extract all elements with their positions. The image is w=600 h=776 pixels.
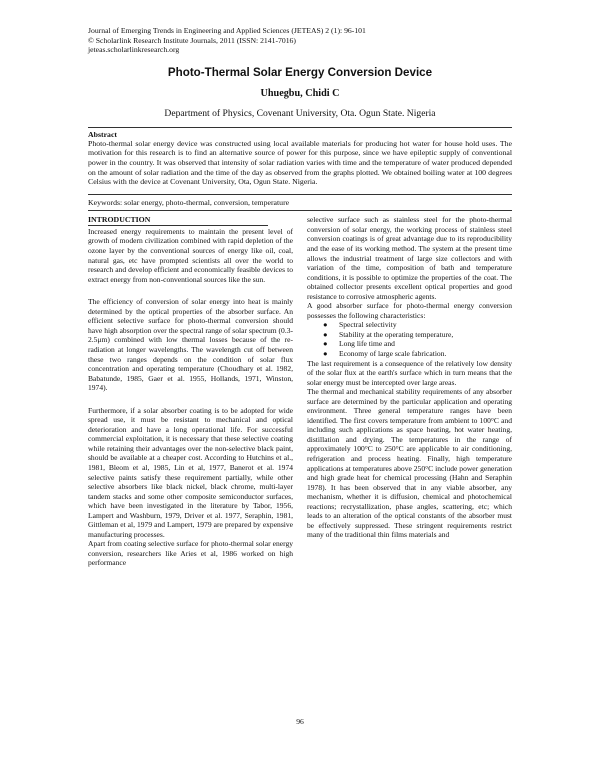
- abstract-heading: Abstract: [88, 129, 118, 139]
- body-columns: [88, 215, 512, 568]
- paper-affiliation: Department of Physics, Covenant University, Ota. Ogun State. Nigeria: [164, 107, 436, 119]
- left-column: [88, 215, 293, 568]
- abstract-bottom-rule: [88, 194, 512, 195]
- bullet-icon: ●: [323, 339, 328, 349]
- list-item: ● Stability at the operating temperature,: [323, 329, 454, 339]
- left-paragraph-4: Apart from coating selective surface for photo-thermal solar energy conversion, researchers like Aries et al, 1986 worked on high performance: [88, 539, 293, 568]
- introduction-rule: [88, 225, 268, 226]
- bullet-icon: ●: [323, 320, 328, 330]
- characteristics-list: [307, 320, 512, 358]
- right-column: [307, 215, 512, 568]
- left-paragraph-2: The efficiency of conversion of solar energy into heat is mainly determined by the optical properties of the absorber surface. An efficient selective surface for photo-thermal conversion should have high absorption over the spectral range of solar spectrum (0.3-2.5μm) combined with low thermal losses because of the re-radiation at longer wavelengths. The wavelength cut off between these two ranges depends on the condition of solar flux concentration and operating temperature (Choudhary et al. 1982, Babatunde, 1985, Gaer et al. 1955, Hollands, 1971, Winston, 1974).: [88, 297, 293, 393]
- list-item: ● Spectral selectivity: [323, 320, 397, 330]
- right-paragraph-1: selective surface such as stainless steel for the photo-thermal conversion of solar energy, the working process of stainless steel conversion coatings is of great advantage due to its reproducibility and the ease of its working method. The system at the present time allows the industrial treatment of large size collectors and with variation of the time, composition of bath and temperature conditions, it is possible to optimize the properties of the coat. The obtained collector presents excellent optical properties and good resistance to corrosive atmospheric agents.: [307, 215, 512, 301]
- right-paragraph-2: A good absorber surface for photo-thermal energy conversion possesses the following characteristics:: [307, 301, 512, 320]
- introduction-heading: INTRODUCTION: [88, 215, 151, 225]
- page-number: 96: [296, 717, 304, 726]
- list-item: ● Economy of large scale fabrication.: [323, 349, 447, 358]
- bullet-icon: ●: [323, 329, 328, 339]
- left-paragraph-3: Furthermore, if a solar absorber coating is to be adopted for wide spread use, it must be resistant to mechanical and optical deterioration and have a long operational life. For successful commercial exploitation, it is necessary that these selective coating while retaining their advantages over the non-selective black paint, should be available at a cheaper cost. According to Hutchins et al., 1981, Bleom et al, 1985, Lin et al, 1977, Banerot et al. 1974 selective paints satisfy these requirement partially, while other selective absorbers like black nickel, black chrome, multi-layer tandem stacks and some other composite semiconductor surfaces, which have been investigated in the literature by Tabor, 1956, Lampert and Washburn, 1979, Driver et al. 1977, Seraphin, 1981, Gittleman et al, 1979 and Lampert, 1979 are prepared by expensive manufacturing processes.: [88, 405, 293, 539]
- paper-author: Uhuegbu, Chidi C: [260, 87, 340, 99]
- paper-title: Photo-Thermal Solar Energy Conversion Device: [167, 65, 433, 79]
- abstract-text: Photo-thermal solar energy device was constructed using local available materials for producing hot water for house hold uses. The motivation for this research is to find an alternative source of power for this purpose, since we have epileptic supply of conventional power in the country. It was observed that intensity of solar radiation varies with time and the temperature of water produced depended on the amount of solar radiation and the time of the day as observed from the graphs plotted. We obtained boiling water at 100 degrees Celsius with the device at Covenant University, Ota, Ogun State. Nigeria.: [88, 138, 512, 187]
- journal-header: [88, 26, 512, 55]
- abstract-top-rule: [88, 127, 512, 128]
- keywords: Keywords: solar energy, photo-thermal, conversion, temperature: [88, 197, 290, 207]
- journal-citation: Journal of Emerging Trends in Engineering and Applied Sciences (JETEAS) 2 (1): 96-101: [88, 26, 366, 35]
- right-paragraph-4: The thermal and mechanical stability requirements of any absorber surface are determined by the particular application and operating environment. Three general temperature ranges have been identified. The first covers temperature from ambient to 100°C and including such applications as space heating, hot water heating, distillation and drying. The temperatures in the range of approximately 100°C to 250°C are applicable to air conditioning, refrigeration and process heating. Finally, high temperature applications at temperatures above 250°C include power generation and high grade heat for chemical processing (Hahn and Seraphin 1978). It has been observed that in any viable absorber, any mechanism, whether it is diffusion, chemical and photochemical reactions; recrystallization, phase angles, scattering, etc; which leads to an alteration of the optical constants of the absorber must be effectively suppressed. These stringent requirements restrict many of the traditional thin films materials and: [307, 387, 512, 540]
- bullet-icon: ●: [323, 349, 328, 358]
- journal-website: jeteas.scholarlinkresearch.org: [88, 45, 180, 55]
- left-paragraph-1: Increased energy requirements to maintain the present level of growth of modern civilization combined with rapid depletion of the ozone layer by the conventional sources of energy like oil, coal, natural gas, etc have prompted scientists all over the world to research and develop efficient and economically feasible devices to extract energy from non-conventional sources like the sun.: [88, 226, 293, 284]
- list-item: ● Long life time and: [323, 339, 395, 349]
- keywords-rule: [88, 210, 512, 211]
- journal-copyright: © Scholarlink Research Institute Journals, 2011 (ISSN: 2141-7016): [88, 35, 296, 45]
- right-paragraph-3: The last requirement is a consequence of the relatively low density of the solar flux at the earth's surface which in turn means that the solar energy must be intercepted over large areas.: [307, 358, 512, 387]
